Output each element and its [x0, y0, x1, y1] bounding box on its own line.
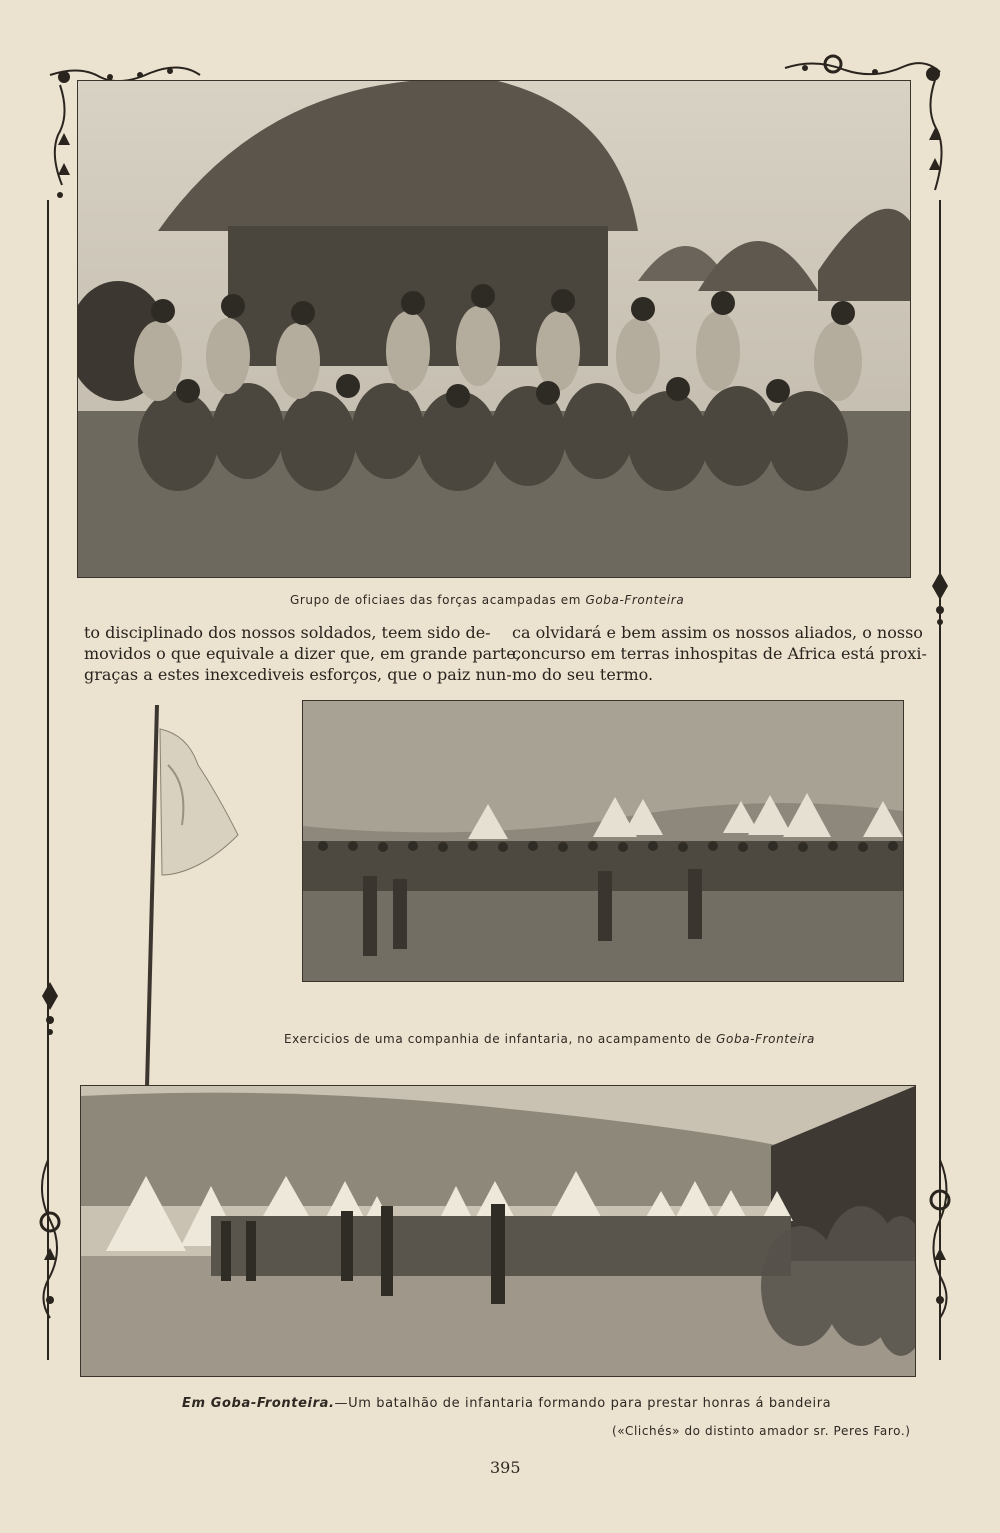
text-line: graças a estes inexcediveis esforços, que o paiz nun-: [84, 665, 512, 684]
caption-officers-text: Grupo de oficiaes das forças acampadas em: [290, 593, 586, 607]
caption-battalion-text: —Um batalhão de infantaria formando para prestar honras á bandeira: [334, 1396, 832, 1411]
caption-company-place: Goba-Fronteira: [716, 1032, 815, 1046]
caption-officers: [290, 593, 684, 607]
caption-battalion: [182, 1396, 831, 1411]
text-line: ca olvidará e bem assim os nossos aliados, o nosso: [512, 623, 923, 642]
caption-officers-place: Goba-Fronteira: [585, 593, 685, 607]
text-column-right: [512, 622, 927, 685]
frame-ornament-bottom-left: [30, 1160, 80, 1320]
frame-ornament-mid-left: [38, 980, 62, 1040]
page-number: 395: [490, 1458, 521, 1477]
text-line: movidos o que equivale a dizer que, em grande parte,: [84, 644, 521, 663]
flag: [158, 725, 242, 885]
photo-company-exercises: [302, 700, 904, 982]
text-line: mo do seu termo.: [512, 665, 654, 684]
photo-officers-group: [77, 80, 911, 578]
text-line: to disciplinado dos nossos soldados, teem sido de-: [84, 623, 491, 642]
caption-battalion-lead: Em Goba-Fronteira.: [182, 1396, 335, 1411]
photo-credit: («Clichés» do distinto amador sr. Peres Faro.): [612, 1424, 911, 1438]
text-line: concurso em terras inhospitas de Africa está proxi-: [512, 644, 927, 663]
caption-company-text: Exercicios de uma companhia de infantaria, no acampamento de: [284, 1032, 717, 1046]
frame-ornament-mid-right: [928, 570, 952, 630]
caption-company: [284, 1032, 815, 1046]
text-column-left: [84, 622, 521, 685]
frame-ornament-bottom-right: [918, 1160, 968, 1320]
photo-battalion-forming: [80, 1085, 916, 1377]
